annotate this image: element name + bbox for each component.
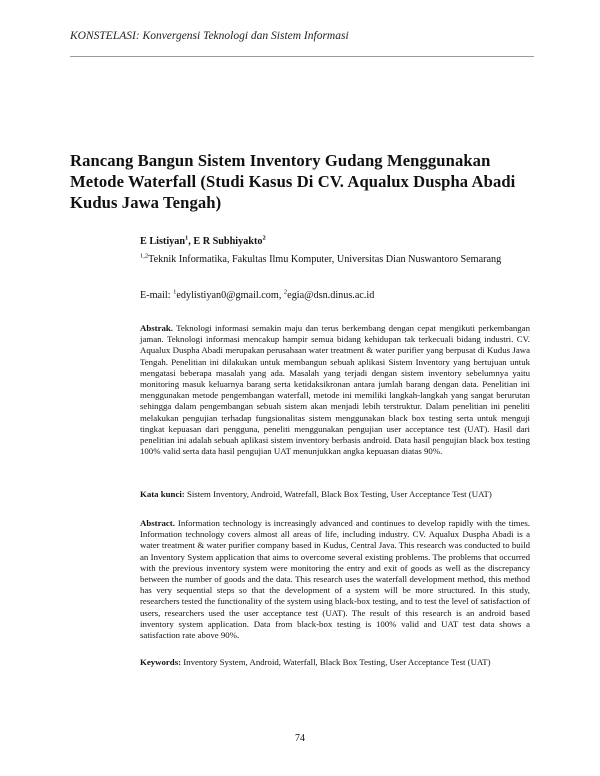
email-address[interactable]: edylistiyan0@gmail.com bbox=[176, 290, 279, 301]
kata-kunci-paragraph bbox=[140, 489, 530, 500]
affiliation: Teknik Informatika, Fakultas Ilmu Komputer, Universitas Dian Nuswantoro Semarang bbox=[148, 254, 502, 265]
abstract-text: Information technology is increasingly advanced and continues to develop rapidly with the times. Information technology covers almost all areas of life, including industry. CV. Aqualux Duspha Abadi is a water treatment & water purifier company based in Kudus, Central Java. This research was conducted to build an Inventory System application that aims to overcome several existing problems. The problems that occurred with the previous inventory system were monitoring the entry and exit of goods as well as the discrepancy between the number of goods and the data. This research uses the waterfall development method, this method has very sequential steps so that the development of a system will be more structured. In this study, researchers tested the functionality of the system using black-box testing, and to test the level of satisfaction of users, researchers used the user acceptance test (UAT). The result of this research is an android based inventory system application. Data from black-box testing is 100% valid and UAT test data shows a satisfaction rate above 90%. bbox=[140, 518, 531, 641]
abstrak-label: Abstrak. bbox=[140, 323, 173, 333]
email-line bbox=[140, 290, 374, 301]
journal-header: KONSTELASI: Konvergensi Teknologi dan Sistem Informasi bbox=[70, 30, 349, 42]
email-label: E-mail: bbox=[140, 290, 174, 301]
email-mark: 2 bbox=[283, 288, 288, 296]
email-mark: 1 bbox=[173, 288, 177, 296]
abstract-paragraph bbox=[140, 518, 530, 641]
email-separator: , bbox=[278, 290, 284, 301]
abstract-label: Abstract. bbox=[140, 518, 175, 528]
paper-title: Rancang Bangun Sistem Inventory Gudang Menggunakan Metode Waterfall (Studi Kasus Di CV. Aqualux Duspha Abadi Kudus Jawa Tengah) bbox=[70, 151, 516, 212]
abstrak-paragraph bbox=[140, 323, 530, 457]
abstrak-text: Teknologi informasi semakin maju dan terus berkembang dengan cepat mengikuti perkembangan jaman. Teknologi informasi mencakup hampir semua bidang kehidupan tak terkecuali bidang industri. CV. Aqualux Duspha Abadi merupakan perusahaan water treatment & water purifier yang berpusat di Kudus Jawa Tengah. Penelitian ini dilakukan untuk membangun sebuah aplikasi Sistem Inventory yang bertujuan untuk mengatasi beberapa masalah yang ada. Masalah yang terjadi dengan sistem inventory sebelumnya yaitu monitoring masuk keluarnya barang serta ketidaksikronan antara jumlah barang dengan data. Penelitian ini menggunakan metode pengembangan waterfall, metode ini memiliki langkah-langkah yang sangat berurutan sehingga dalam pengembangan sebuah sistem akan menjadi lebih terstruktur. Dalam penelitian ini peneliti melakukan pengujian terhadap fungsionalitas sistem menggunakan black box testing serta untuk menguji tingkat kepuasan dari pengguna, peneliti menggunakan pengujian user acceptance test (UAT). Hasil dari penelitian ini adalah sebuah aplikasi sistem inventory berbasis android. Data hasil pengujian black box testing 100% valid serta data hasil pengujian UAT menunjukkan angka kepuasan diatas 90%. bbox=[140, 323, 530, 457]
kata-kunci-text: Sistem Inventory, Android, Watrefall, Black Box Testing, User Acceptance Test (UAT) bbox=[186, 489, 492, 499]
keywords-paragraph bbox=[140, 657, 530, 668]
author-mark: 2 bbox=[262, 234, 266, 242]
header-divider bbox=[70, 56, 534, 57]
affiliation-mark: 1,2 bbox=[140, 252, 149, 260]
email-address[interactable]: egia@dsn.dinus.ac.id bbox=[287, 290, 375, 301]
author-mark: 1 bbox=[185, 234, 189, 242]
author-line bbox=[140, 236, 266, 247]
author-separator: , bbox=[188, 236, 194, 247]
kata-kunci-label: Kata kunci: bbox=[140, 489, 185, 499]
author-name: E Listiyan bbox=[140, 236, 186, 247]
keywords-label: Keywords: bbox=[140, 657, 182, 667]
affiliation-line bbox=[140, 254, 501, 265]
page-number: 74 bbox=[295, 733, 305, 744]
keywords-text: Inventory System, Android, Waterfall, Black Box Testing, User Acceptance Test (UAT) bbox=[183, 657, 491, 667]
author-name: E R Subhiyakto bbox=[193, 236, 263, 247]
